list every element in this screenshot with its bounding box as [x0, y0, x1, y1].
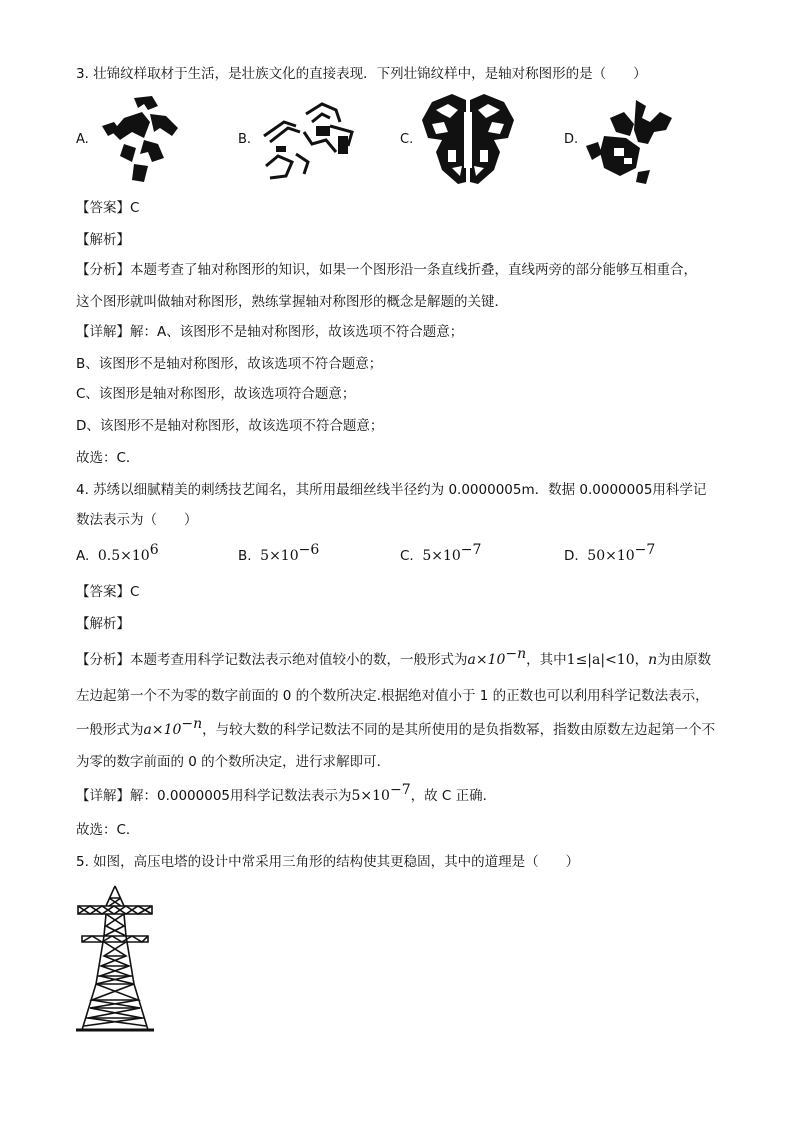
q3-answer: 【答案】C [76, 200, 140, 216]
q4-option-c-exp: −7 [460, 542, 482, 558]
q3-stem: 3. 壮锦纹样取材于生活，是壮族文化的直接表现．下列壮锦纹样中，是轴对称图形的是（ ） [76, 66, 647, 82]
q4-option-b [238, 542, 320, 566]
q3-option-c-figure [418, 92, 518, 188]
q4-analysis-line-4: 为零的数字前面的 0 的个数所决定，进行求解即可． [76, 754, 391, 770]
q4-option-a [76, 542, 159, 566]
q4-option-b-base: 5×10 [260, 548, 299, 564]
q4-option-d-base: 50×10 [587, 548, 635, 564]
q3-option-a-figure [94, 92, 190, 188]
q4-option-d [564, 542, 656, 566]
q3-choose: 故选：C． [76, 450, 140, 466]
q3-detail-line-3: C、该图形是轴对称图形，故该选项符合题意； [76, 386, 356, 402]
q4-option-d-letter: D. [564, 548, 579, 564]
q3-option-b-letter: B. [238, 132, 252, 147]
q3-analysis-line-2: 这个图形就叫做轴对称图形，熟练掌握轴对称图形的概念是解题的关键． [76, 294, 508, 310]
q4-analysis-line-1: 【分析】本题考查用科学记数法表示绝对值较小的数，一般形式为$a\times 10^{-n}$，其中1≤|a|<10，n为由原数 [76, 646, 712, 668]
q3-option-c-letter: C. [400, 132, 414, 147]
q4-analysis-condition: 1≤|a|<10 [566, 652, 635, 668]
q4-option-b-exp: −6 [298, 542, 320, 558]
q4-jiexi-label: 【解析】 [76, 616, 130, 632]
q4-option-a-exp: 6 [149, 542, 159, 558]
q3-jiexi-label: 【解析】 [76, 232, 130, 248]
q3-option-d-figure [580, 96, 676, 188]
q3-detail-line-4: D、该图形不是轴对称图形，故该选项不符合题意； [76, 418, 384, 434]
q4-option-c-letter: C. [400, 548, 414, 564]
q3-option-a-letter: A. [76, 132, 89, 147]
q4-option-c-base: 5×10 [422, 548, 461, 564]
q5-stem: 5. 如图，高压电塔的设计中常采用三角形的结构使其更稳固，其中的道理是（ ） [76, 854, 580, 870]
q4-stem-line-1: 4. 苏绣以细腻精美的刺绣技艺闻名，其所用最细丝线半径约为 0.0000005m．数据 0.0000005用科学记 [76, 482, 707, 498]
q4-option-c [400, 542, 482, 566]
q4-analysis-formula-2: a×10 [143, 722, 182, 738]
q3-detail-line-2: B、该图形不是轴对称图形，故该选项不符合题意； [76, 356, 383, 372]
q4-choose: 故选：C． [76, 822, 140, 838]
q3-option-d-letter: D. [564, 132, 579, 147]
q3-analysis-line-1: 【分析】本题考查了轴对称图形的知识，如果一个图形沿一条直线折叠，直线两旁的部分能够互相重合， [76, 262, 697, 278]
q4-option-d-exp: −7 [634, 542, 656, 558]
q4-stem-line-2: 数法表示为（ ） [76, 512, 198, 528]
q4-analysis-line-2: 左边起第一个不为零的数字前面的 0 的个数所决定.根据绝对值小于 1 的正数也可以利用科学记数法表示， [76, 688, 709, 704]
q4-option-a-letter: A. [76, 548, 90, 564]
q5-power-tower-figure [76, 884, 154, 1034]
q3-option-b-figure [256, 96, 360, 186]
q4-detail-formula: 5×10 [351, 788, 390, 804]
q4-answer: 【答案】C [76, 584, 140, 600]
q4-option-b-letter: B. [238, 548, 252, 564]
q4-analysis-line-3: 一般形式为$a\times 10^{-n}$，与较大数的科学记数法不同的是其所使用的是负指数幂，指数由原数左边起第一个不 [76, 716, 716, 738]
q4-analysis-formula-1: a×10 [467, 652, 506, 668]
q3-detail-line-1: 【详解】解：A、该图形不是轴对称图形，故该选项不符合题意； [76, 324, 464, 340]
q4-detail-line: 【详解】解：0.0000005用科学记数法表示为$5\times 10^{-7}$，故 C 正确． [76, 782, 497, 804]
q4-option-a-base: 0.5×10 [97, 548, 150, 564]
